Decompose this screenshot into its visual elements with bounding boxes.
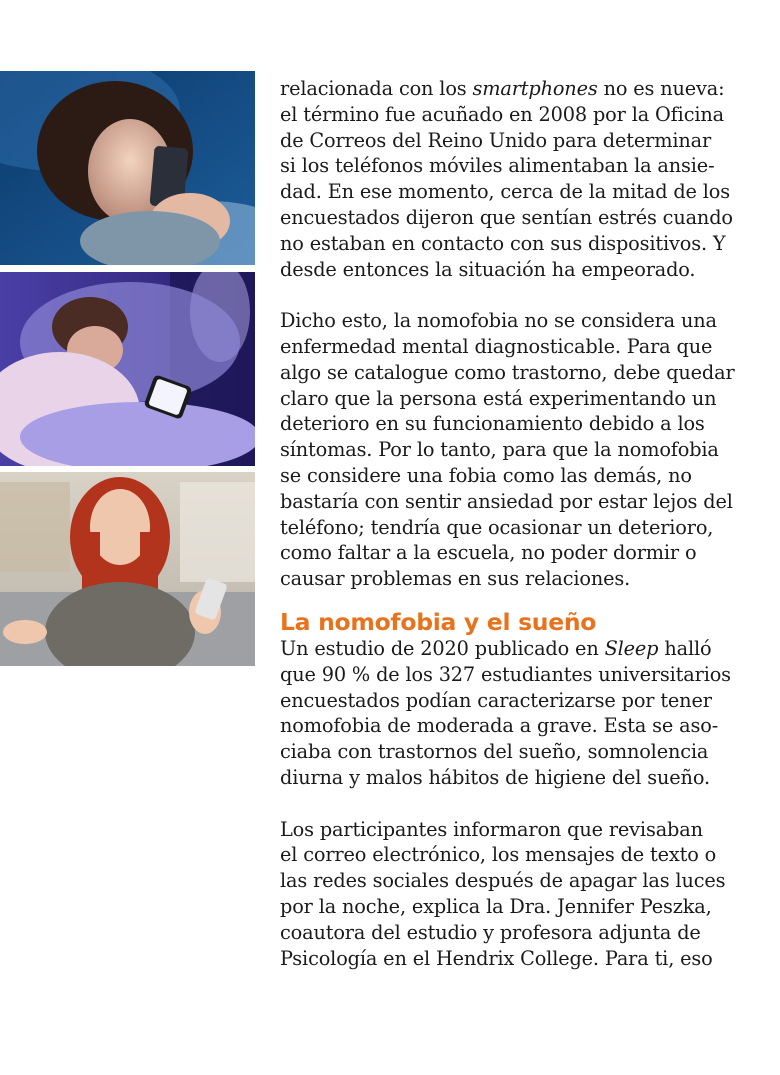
section-heading: La nomofobia y el sueño <box>280 607 597 636</box>
paragraph-nomophobia-origin <box>280 76 733 282</box>
text-line: Psicología en el Hendrix College. Para ti, eso <box>280 946 713 970</box>
text-line: por la noche, explica la Dra. Jennifer Peszka, <box>280 894 712 918</box>
text-line: Un estudio de 2020 publicado en Sleep halló <box>280 636 712 660</box>
text-line: enfermedad mental diagnosticable. Para que <box>280 334 713 358</box>
text-line: el término fue acuñado en 2008 por la Oficina <box>280 102 724 126</box>
paragraph-not-diagnosable <box>280 308 735 592</box>
paragraph-participants <box>280 817 730 972</box>
text-line: no estaban en contacto con sus dispositivos. Y <box>280 231 726 255</box>
woman-sleeping-next-to-phone-photo <box>0 272 255 466</box>
text-line: diurna y malos hábitos de higiene del sueño. <box>280 765 710 789</box>
text-line: relacionada con los smartphones no es nueva: <box>280 77 725 100</box>
text-line: bastaría con sentir ansiedad por estar lejos del <box>280 489 733 513</box>
article-body <box>280 76 735 971</box>
text-line: coautora del estudio y profesora adjunta de <box>280 920 701 944</box>
text-line: encuestados podían caracterizarse por tener <box>280 688 712 712</box>
text-line: algo se catalogue como trastorno, debe quedar <box>280 360 735 384</box>
text-line: como faltar a la escuela, no poder dormir o <box>280 541 697 565</box>
emphasis-smartphones: smartphones <box>472 77 598 100</box>
text-line: dad. En ese momento, cerca de la mitad de los <box>280 180 731 204</box>
text-line: las redes sociales después de apagar las luces <box>280 869 726 893</box>
text-line: nomofobia de moderada a grave. Esta se aso- <box>280 714 719 738</box>
text-line: deterioro en su funcionamiento debido a los <box>280 412 705 436</box>
text-line: si los teléfonos móviles alimentaban la ansie- <box>280 154 715 178</box>
text-line: síntomas. Por lo tanto, para que la nomofobia <box>280 438 719 462</box>
text-line: causar problemas en sus relaciones. <box>280 567 631 591</box>
emphasis-journal-sleep: Sleep <box>604 636 659 660</box>
text-line: de Correos del Reino Unido para determinar <box>280 128 712 152</box>
woman-using-phone-in-bed-photo <box>0 71 255 265</box>
text-line: desde entonces la situación ha empeorado. <box>280 257 696 281</box>
stressed-woman-holding-phone-photo <box>0 472 255 666</box>
text-line: el correo electrónico, los mensajes de texto o <box>280 843 717 867</box>
text-line: encuestados dijeron que sentían estrés cuando <box>280 205 733 229</box>
text-line: que 90 % de los 327 estudiantes universitarios <box>280 662 731 686</box>
paragraph-sleep-study <box>280 636 730 791</box>
text-line: se considere una fobia como las demás, no <box>280 463 692 487</box>
text-line: Dicho esto, la nomofobia no se considera una <box>280 309 717 333</box>
text-line: ciaba con trastornos del sueño, somnolencia <box>280 740 709 764</box>
text-line: claro que la persona está experimentando un <box>280 386 717 410</box>
text-line: Los participantes informaron que revisaban <box>280 817 703 841</box>
text-line: teléfono; tendría que ocasionar un deterioro, <box>280 515 714 539</box>
